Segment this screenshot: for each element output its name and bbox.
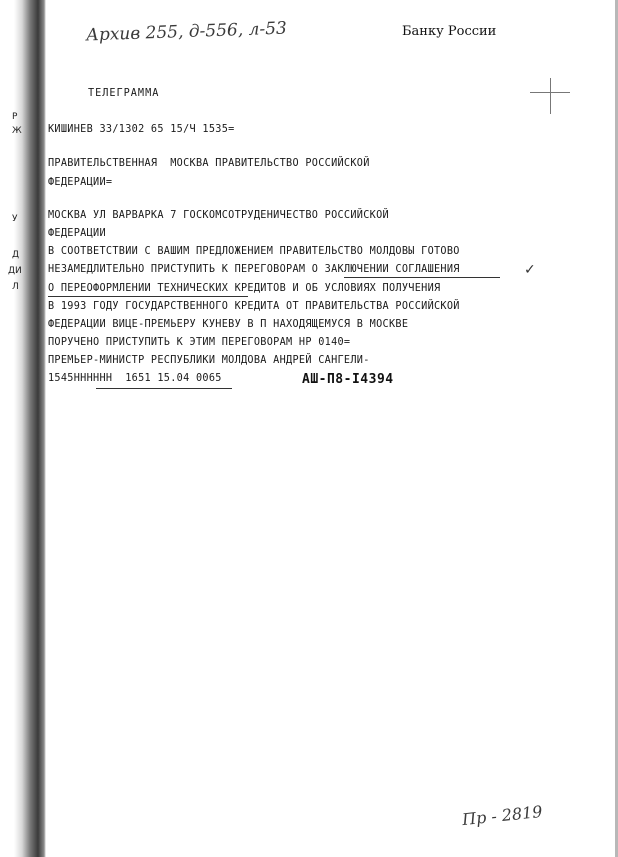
telegram-line-origin: КИШИНЕВ 33/1302 65 15/Ч 1535= [48, 124, 235, 135]
handwritten-underline [344, 277, 500, 278]
telegram-line-signature: ПРЕМЬЕР-МИНИСТР РЕСПУБЛИКИ МОЛДОВА АНДРЕЙ САНГЕЛИ- [48, 355, 370, 366]
handwritten-underline [48, 296, 248, 297]
telegram-line-body: ПОРУЧЕНО ПРИСТУПИТЬ К ЭТИМ ПЕРЕГОВОРАМ НР 0140= [48, 337, 351, 348]
telegram-line-body: ФЕДЕРАЦИИ ВИЦЕ-ПРЕМЬЕРУ КУНЕВУ В П НАХОДЯЩЕМУСЯ В МОСКВЕ [48, 319, 409, 330]
telegram-line-service: 1545НННННН 1651 15.04 0065 [48, 373, 222, 384]
margin-mark: Л [12, 282, 19, 292]
telegram-line-body: НЕЗАМЕДЛИТЕЛЬНО ПРИСТУПИТЬ К ПЕРЕГОВОРАМ О ЗАКЛЮЧЕНИИ СОГЛАШЕНИЯ [48, 264, 460, 275]
margin-mark: Ж [12, 126, 22, 136]
telegram-line-body: В СООТВЕТСТВИИ С ВАШИМ ПРЕДЛОЖЕНИЕМ ПРАВИТЕЛЬСТВО МОЛДОВЫ ГОТОВО [48, 246, 460, 257]
telegram-line-category: ПРАВИТЕЛЬСТВЕННАЯ МОСКВА ПРАВИТЕЛЬСТВО РОССИЙСКОЙ [48, 158, 370, 169]
telegram-line: ФЕДЕРАЦИИ= [48, 177, 113, 188]
crosshair-mark [530, 78, 570, 114]
scanned-binding-margin [0, 0, 46, 857]
recipient-stamp: Банку России [402, 24, 497, 39]
archive-handwritten-note: Архив 255, д-556, л-53 [85, 18, 288, 46]
telegram-line: ФЕДЕРАЦИИ [48, 228, 106, 239]
handwritten-number: Пр - 2819 [461, 801, 544, 830]
telegram-line-body: О ПЕРЕОФОРМЛЕНИИ ТЕХНИЧЕСКИХ КРЕДИТОВ И ОБ УСЛОВИЯХ ПОЛУЧЕНИЯ [48, 283, 441, 294]
handwritten-underline [96, 388, 232, 389]
margin-mark: ДИ [8, 266, 22, 276]
margin-mark: Р [12, 112, 18, 122]
telegram-line-address: МОСКВА УЛ ВАРВАРКА 7 ГОСКОМСОТРУДЕНИЧЕСТВО РОССИЙСКОЙ [48, 210, 389, 221]
telegram-heading: ТЕЛЕГРАММА [88, 88, 160, 99]
check-mark-icon: ✓ [524, 262, 536, 278]
telegram-line-body: В 1993 ГОДУ ГОСУДАРСТВЕННОГО КРЕДИТА ОТ ПРАВИТЕЛЬСТВА РОССИЙСКОЙ [48, 301, 460, 312]
margin-mark: У [12, 214, 18, 224]
margin-mark: Д [12, 250, 20, 260]
registration-stamp: АШ-П8-I4394 [302, 372, 394, 387]
